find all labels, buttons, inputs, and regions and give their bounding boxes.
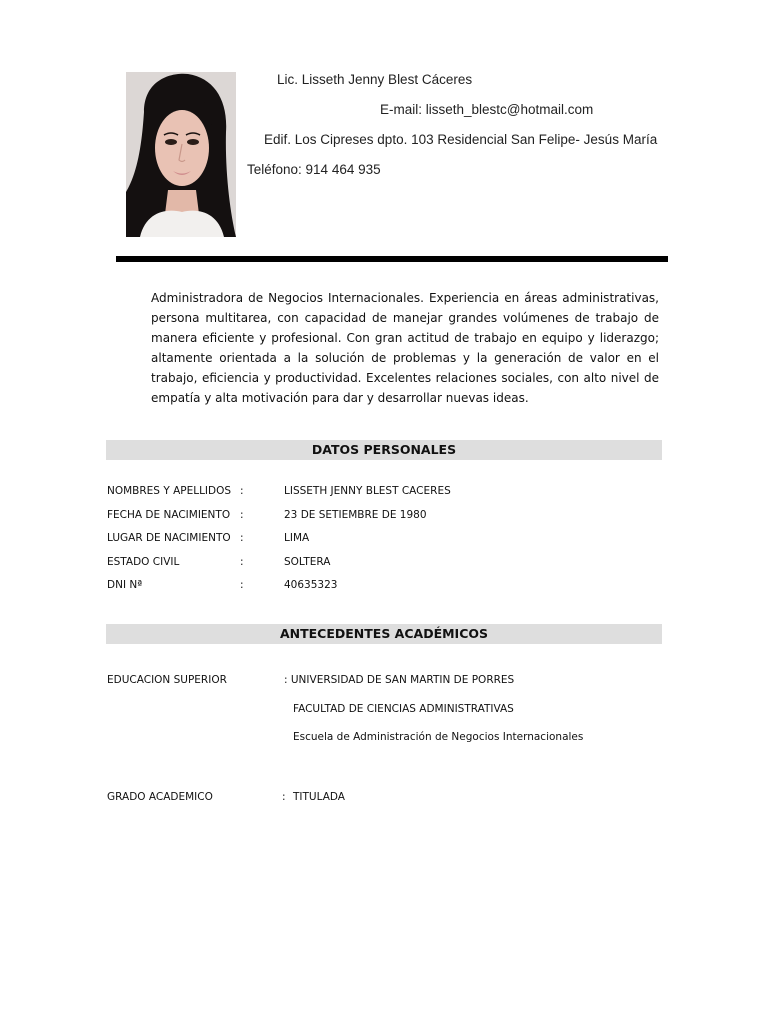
degree-value: TITULADA xyxy=(293,791,345,803)
personal-value-dni: 40635323 xyxy=(284,579,338,591)
email-line[interactable]: E-mail: lisseth_blestc@hotmail.com xyxy=(380,102,594,117)
phone-line: Teléfono: 914 464 935 xyxy=(247,162,381,177)
personal-colon: : xyxy=(240,579,244,591)
personal-colon: : xyxy=(240,509,244,521)
personal-label-dni: DNI Nª xyxy=(107,579,143,591)
address-line: Edif. Los Cipreses dpto. 103 Residencial San Felipe- Jesús María xyxy=(264,132,658,147)
personal-label-name: NOMBRES Y APELLIDOS xyxy=(107,485,232,497)
education-university: : UNIVERSIDAD DE SAN MARTIN DE PORRES xyxy=(284,674,515,686)
personal-value-birthdate: 23 DE SETIEMBRE DE 1980 xyxy=(284,509,427,521)
personal-label-civil-status: ESTADO CIVIL xyxy=(107,556,180,568)
profile-summary: Administradora de Negocios Internacionales. Experiencia en áreas administrativas, persona multitarea, con capacidad de manejar grandes volúmenes de trabajo de manera eficiente y profesional. Con gran actitud de trabajo en equipo y liderazgo; altamente orientada a la solución de problemas y la generación de valor en el trabajo, eficiencia y productividad. Excelentes relaciones sociales, con alto nivel de empatía y alta motivación para dar y desarrollar nuevas ideas. xyxy=(151,291,659,405)
section-title-personal: DATOS PERSONALES xyxy=(106,440,662,460)
personal-value-name: LISSETH JENNY BLEST CACERES xyxy=(284,485,451,497)
degree-colon: : xyxy=(282,791,286,803)
section-title-academic: ANTECEDENTES ACADÉMICOS xyxy=(106,624,662,644)
personal-value-civil-status: SOLTERA xyxy=(284,556,331,568)
personal-label-birthplace: LUGAR DE NACIMIENTO xyxy=(107,532,231,544)
personal-colon: : xyxy=(240,532,244,544)
education-faculty: FACULTAD DE CIENCIAS ADMINISTRATIVAS xyxy=(293,703,514,715)
degree-label: GRADO ACADEMICO xyxy=(107,791,213,803)
education-label: EDUCACION SUPERIOR xyxy=(107,674,227,686)
personal-value-birthplace: LIMA xyxy=(284,532,310,544)
personal-label-birthdate: FECHA DE NACIMIENTO xyxy=(107,509,231,521)
personal-colon: : xyxy=(240,485,244,497)
education-school: Escuela de Administración de Negocios Internacionales xyxy=(293,731,584,743)
personal-colon: : xyxy=(240,556,244,568)
applicant-name: Lic. Lisseth Jenny Blest Cáceres xyxy=(277,72,473,87)
portrait-image xyxy=(126,72,236,237)
profile-photo xyxy=(126,72,236,237)
header-divider xyxy=(116,256,668,262)
